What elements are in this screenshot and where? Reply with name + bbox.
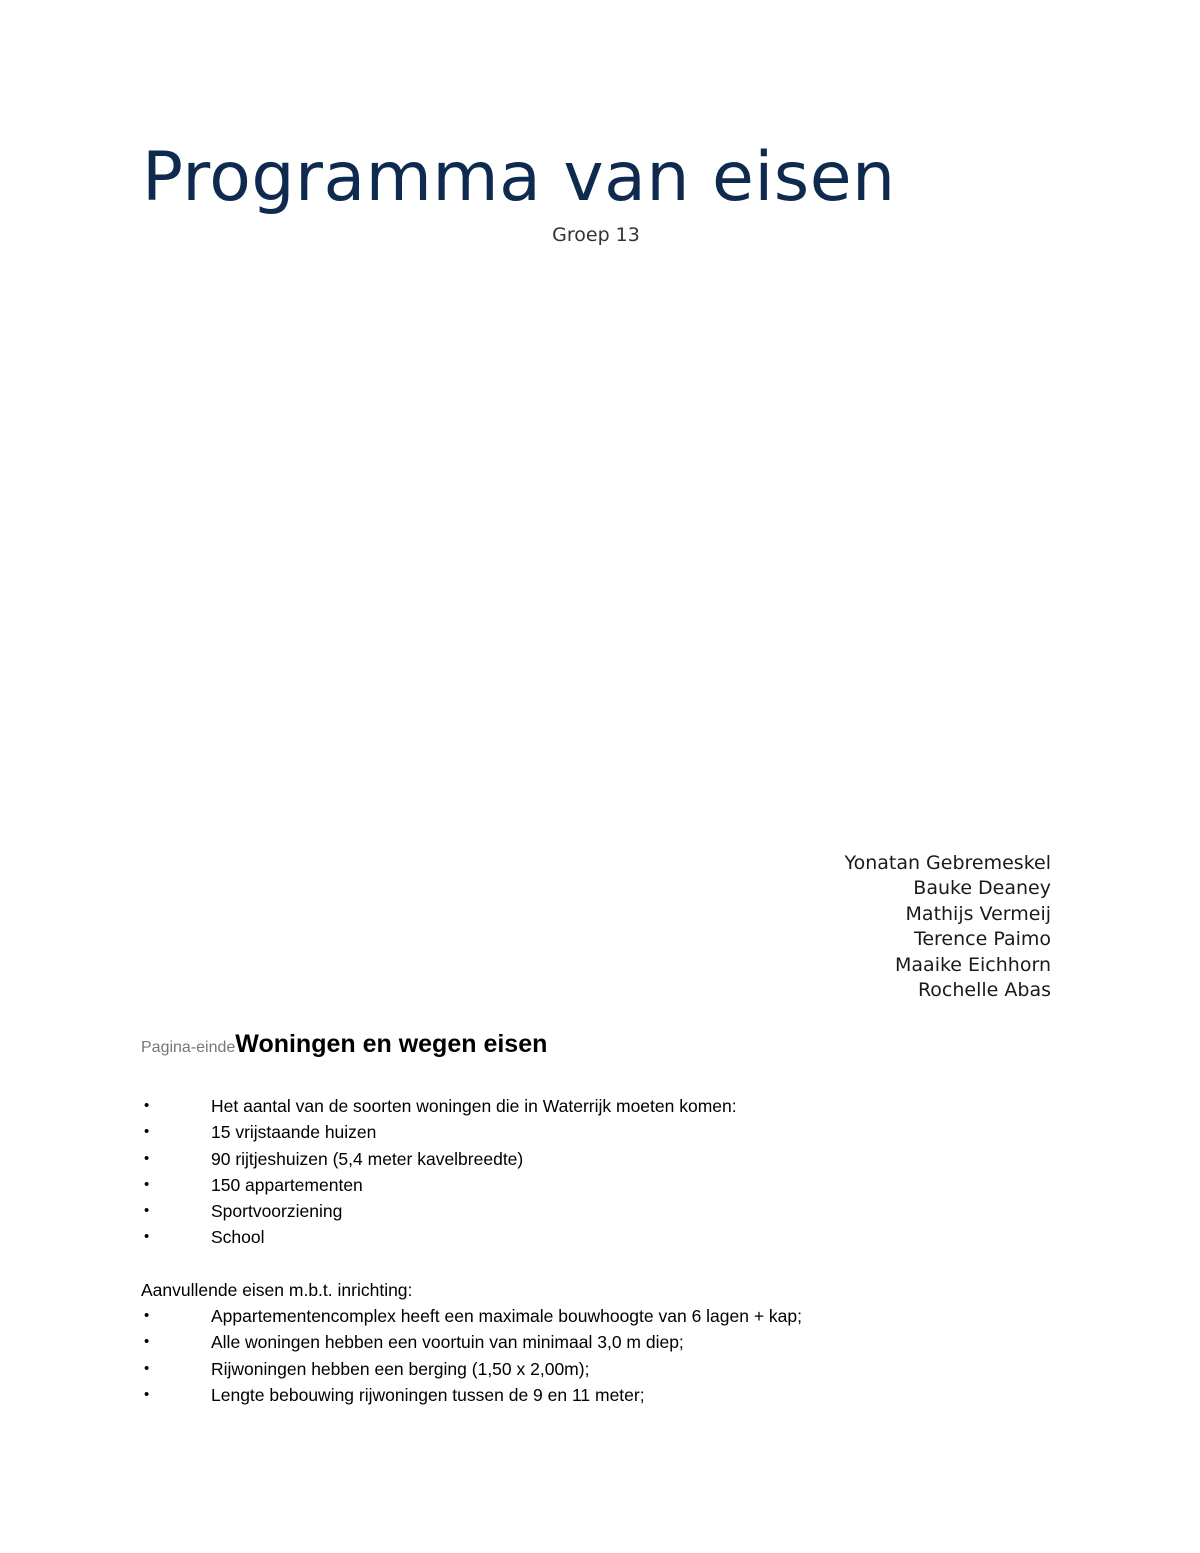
bullet-icon: • xyxy=(144,1097,150,1114)
list-item: • Lengte bebouwing rijwoningen tussen de 9 en 11 meter; xyxy=(141,1382,802,1408)
list-item: • 150 appartementen xyxy=(141,1172,737,1198)
author-name: Terence Paimo xyxy=(913,928,1051,951)
bullet-icon: • xyxy=(144,1307,150,1324)
bullet-icon: • xyxy=(144,1123,150,1141)
bullet-icon: • xyxy=(144,1228,150,1246)
author-name: Yonatan Gebremeskel xyxy=(844,852,1051,874)
author-list xyxy=(844,851,1051,1003)
list-item: • Alle woningen hebben een voortuin van minimaal 3,0 m diep; xyxy=(141,1329,802,1355)
author-name: Rochelle Abas xyxy=(917,979,1051,1002)
list-item: • School xyxy=(141,1224,737,1250)
bullet-icon: • xyxy=(144,1149,150,1167)
list-item: • Het aantal van de soorten woningen die in Waterrijk moeten komen: xyxy=(141,1093,737,1119)
list-item: • Rijwoningen hebben een berging (1,50 x 2,00m); xyxy=(141,1356,802,1382)
author-name: Maaike Eichhorn xyxy=(895,953,1051,976)
list-item: • Appartementencomplex heeft een maximale bouwhoogte van 6 lagen + kap; xyxy=(141,1303,802,1329)
extra-requirements-list xyxy=(141,1303,802,1408)
list-item: • 90 rijtjeshuizen (5,4 meter kavelbreedte) xyxy=(141,1146,737,1172)
list-item: • Sportvoorziening xyxy=(141,1198,737,1224)
author-name: Bauke Deaney xyxy=(913,877,1051,900)
bullet-icon: • xyxy=(144,1175,150,1193)
requirements-list xyxy=(141,1093,737,1251)
section-header xyxy=(141,1030,547,1059)
bullet-icon: • xyxy=(144,1202,150,1220)
bullet-icon: • xyxy=(144,1333,150,1351)
document-subtitle: Groep 13 xyxy=(552,224,640,246)
bullet-icon: • xyxy=(144,1385,150,1403)
list-item: • 15 vrijstaande huizen xyxy=(141,1119,737,1145)
page-break-marker: Pagina-einde xyxy=(141,1039,236,1056)
extra-requirements-label: Aanvullende eisen m.b.t. inrichting: xyxy=(141,1280,413,1300)
document-title: Programma van eisen xyxy=(142,138,896,217)
section-heading: Woningen en wegen eisen xyxy=(235,1030,548,1058)
author-name: Mathijs Vermeij xyxy=(905,902,1051,925)
bullet-icon: • xyxy=(144,1359,150,1377)
